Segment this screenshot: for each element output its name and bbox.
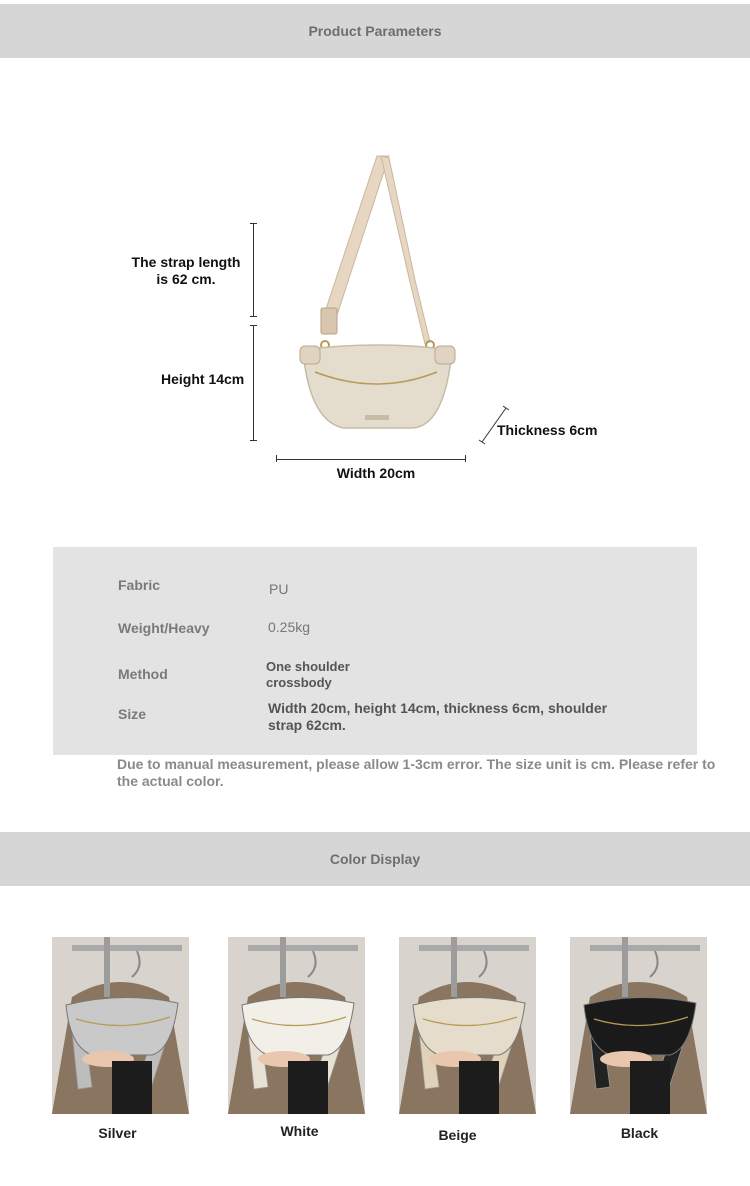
size-key: Size [118, 706, 147, 722]
width-dimension-tick-right [465, 455, 466, 462]
color-display-banner [0, 832, 750, 886]
strap-dimension-line [253, 223, 254, 316]
color-label-silver: Silver [98, 1125, 137, 1141]
method-value [266, 659, 350, 691]
thickness-label: Thickness 6cm [497, 422, 598, 438]
color-swatch-silver[interactable] [52, 937, 189, 1114]
color-label-black: Black [620, 1125, 659, 1141]
height-dimension-tick-bottom [250, 440, 257, 441]
weight-value: 0.25kg [268, 619, 311, 635]
size-value-line2: strap 62cm. [268, 717, 346, 733]
strap-dimension-tick-bottom [250, 316, 257, 317]
size-value-line1: Width 20cm, height 14cm, thickness 6cm, shoulder [268, 700, 608, 716]
parameter-table [53, 547, 697, 755]
bag-body [242, 997, 354, 1055]
width-label: Width 20cm [336, 465, 416, 481]
product-parameters-banner [0, 4, 750, 58]
method-key: Method [118, 666, 168, 682]
measurement-note: Due to manual measurement, please allow 1-3cm error. The size unit is cm. Please refer to the actual color. [117, 756, 716, 789]
height-dimension-line [253, 325, 254, 440]
method-value-line2: crossbody [266, 675, 332, 690]
bag-body [66, 997, 178, 1055]
height-label: Height 14cm [161, 371, 245, 387]
size-value [268, 700, 607, 734]
fabric-key: Fabric [118, 577, 161, 593]
strap-length-line2: is 62 cm. [156, 271, 216, 287]
bag-body [584, 997, 696, 1055]
fabric-value: PU [269, 581, 289, 597]
color-swatch-white[interactable] [228, 937, 365, 1114]
method-value-line1: One shoulder [266, 659, 350, 674]
color-label-white: White [280, 1123, 319, 1139]
main-bag-image [295, 150, 460, 435]
strap-length-line1: The strap length [131, 254, 241, 270]
color-swatch-beige[interactable] [399, 937, 536, 1114]
width-dimension-line [276, 459, 465, 460]
color-swatch-black[interactable] [570, 937, 707, 1114]
color-display-title: Color Display [329, 851, 421, 867]
weight-key: Weight/Heavy [118, 620, 210, 636]
color-label-beige: Beige [438, 1127, 477, 1143]
strap-length-label [128, 254, 244, 288]
bag-body [413, 997, 525, 1055]
product-parameters-title: Product Parameters [308, 23, 442, 39]
